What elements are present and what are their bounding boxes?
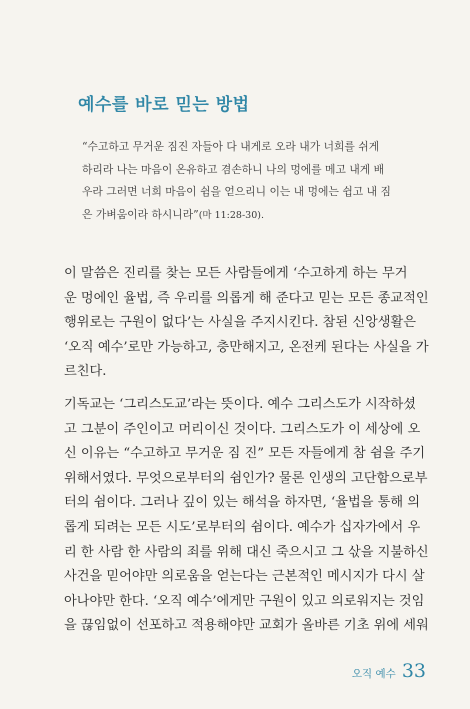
paragraph-line: 이 말씀은 진리를 찾는 모든 사람들에게 ‘수고하게 하는 무거: [64, 266, 408, 281]
paragraph-line: 리 한 사람 한 사람의 죄를 위해 대신 죽으시고 그 삯을 지불하신: [64, 544, 429, 560]
paragraph-line: 터의 쉼이다. 그러나 깊이 있는 해석을 하자면, ‘율법을 통해 의: [64, 495, 421, 511]
paragraph-line: 을 끊임없이 선포하고 적용해야만 교회가 올바른 기초 위에 세워: [64, 618, 429, 634]
paragraph-line: 신 이유는 “수고하고 무거운 짐 진” 모든 자들에게 참 쉼을 주기: [64, 446, 426, 462]
quote-line: 은 가벼움이라 하시니라”: [82, 207, 199, 221]
quote-line: “수고하고 무거운 짐진 자들아 다 내게로 오라 내가 너희를 쉬게: [82, 140, 380, 153]
page-footer: [352, 660, 426, 682]
paragraph-1: [64, 262, 429, 385]
paragraph-line: 운 멍에인 율법, 즉 우리를 의롭게 해 준다고 믿는 모든 종교적인: [64, 290, 429, 306]
scripture-reference: (마 11:28-30).: [198, 209, 264, 221]
running-title: 오직 예수: [351, 668, 396, 680]
quote-last-line: [82, 204, 392, 228]
quote-line: 우라 그러면 너희 마음이 쉼을 얻으리니 이는 내 멍에는 쉽고 내 짐: [82, 185, 391, 198]
paragraph-line: 사건을 믿어야만 의로움을 얻는다는 근본적인 메시지가 다시 살: [64, 569, 425, 585]
paragraph-2: [64, 393, 429, 639]
paragraph-line: 고 그분이 주인이고 머리이신 것이다. 그리스도가 이 세상에 오: [64, 421, 421, 437]
quote-line: 하리라 나는 마음이 온유하고 겸손하니 나의 멍에를 메고 내게 배: [82, 162, 385, 176]
scripture-quote: [82, 136, 392, 227]
paragraph-line: 행위로는 구원이 없다’는 사실을 주지시킨다. 참된 신앙생활은: [64, 315, 417, 331]
body-text: [64, 262, 429, 639]
paragraph-line: 롭게 되려는 모든 시도’로부터의 쉼이다. 예수가 십자가에서 우: [64, 519, 421, 535]
paragraph-line: 기독교는 ‘그리스도교’라는 뜻이다. 예수 그리스도가 시작하셨: [64, 396, 417, 412]
paragraph-line: 아나야만 한다. ‘오직 예수’에게만 구원이 있고 의로워지는 것임: [64, 593, 425, 609]
page-number: 33: [401, 660, 426, 682]
paragraph-line: 위해서였다. 무엇으로부터의 쉼인가? 물론 인생의 고단함으로부: [64, 470, 428, 486]
paragraph-line: 르친다.: [64, 364, 107, 380]
section-heading: 예수를 바로 믿는 방법: [78, 95, 250, 115]
paragraph-spacer: [64, 385, 416, 393]
paragraph-line: ‘오직 예수’로만 가능하고, 충만해지고, 온전케 된다는 사실을 가: [64, 339, 429, 355]
